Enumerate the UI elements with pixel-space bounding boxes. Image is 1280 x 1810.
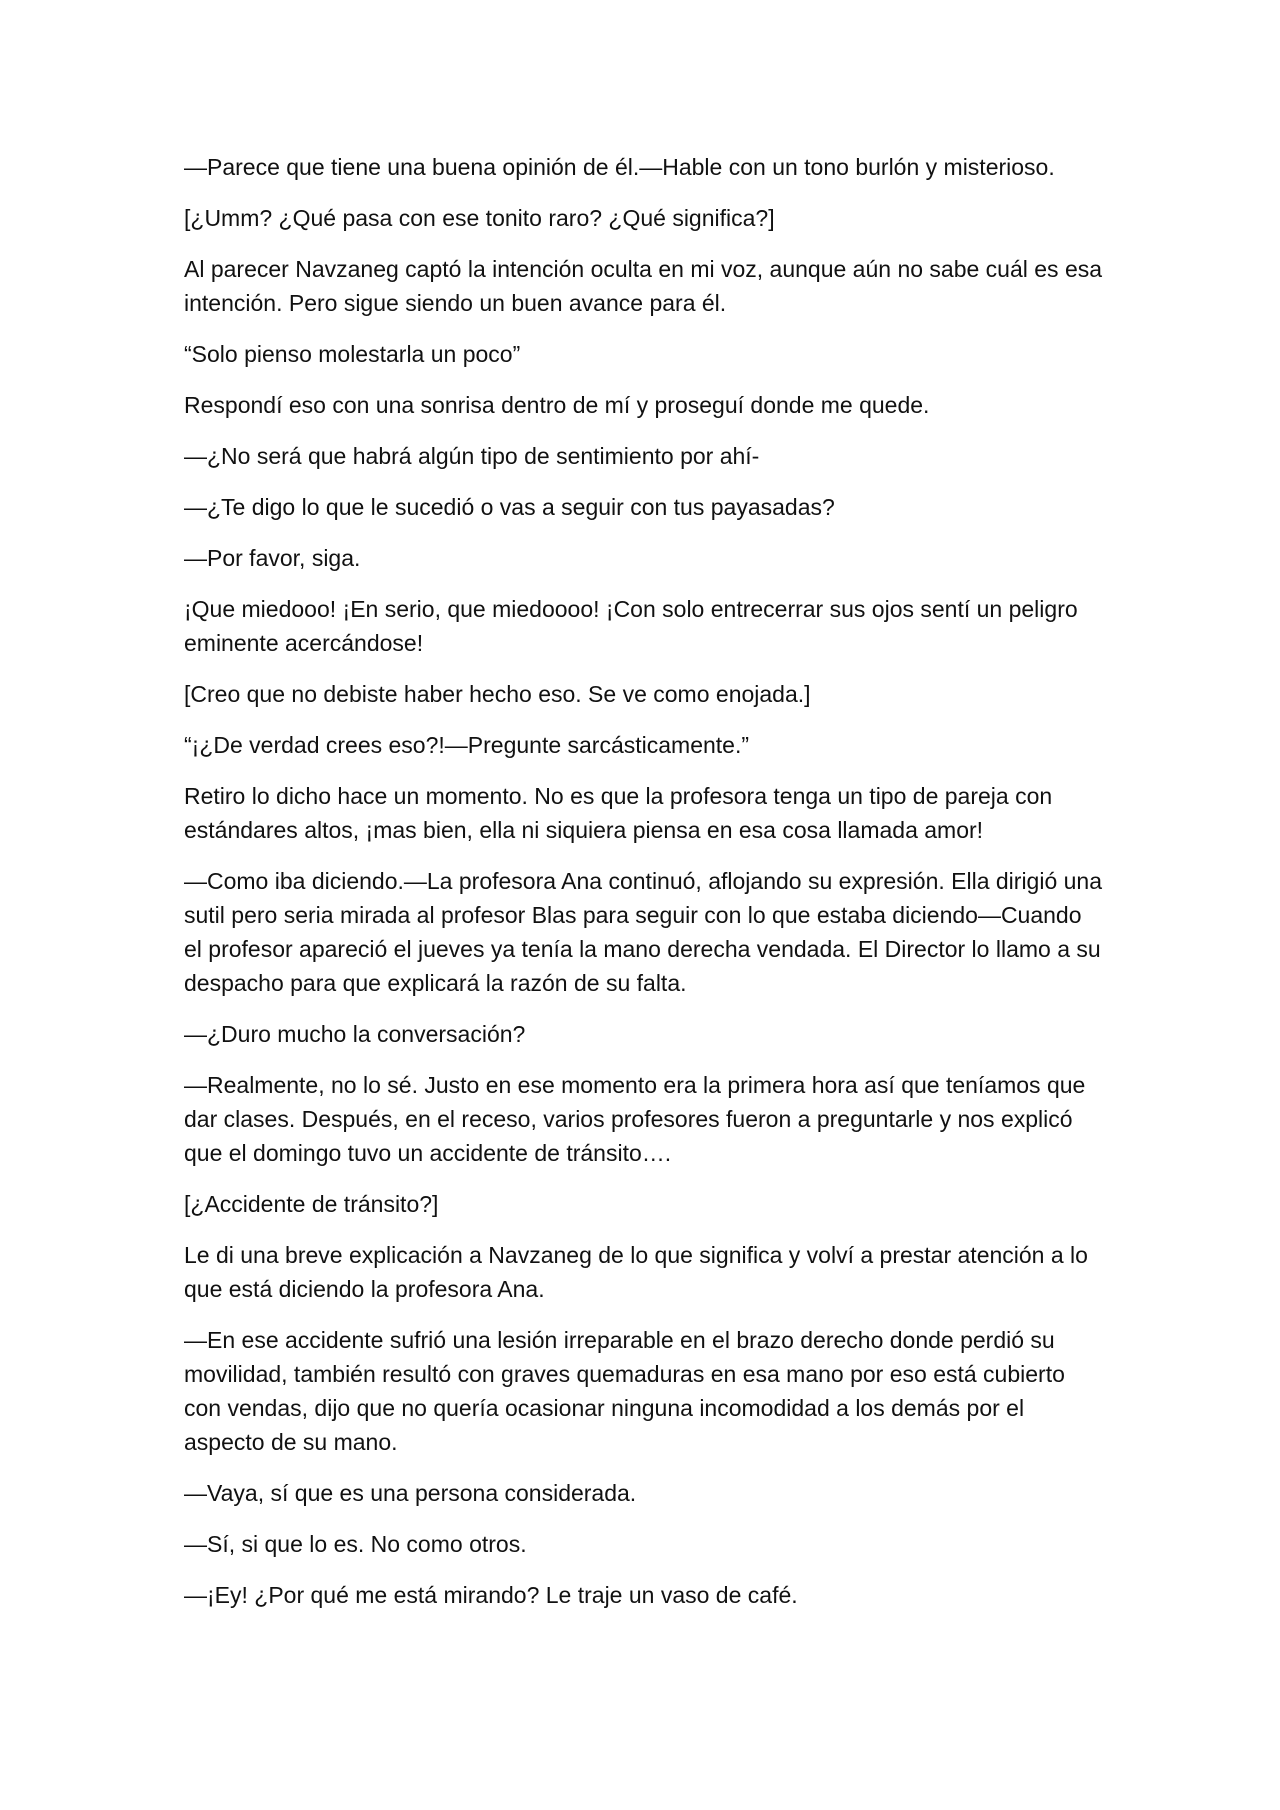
- paragraph: —¿Te digo lo que le sucedió o vas a seguir con tus payasadas?: [184, 494, 835, 520]
- paragraph: [Creo que no debiste haber hecho eso. Se ve como enojada.]: [184, 681, 811, 707]
- paragraph: Le di una breve explicación a Navzaneg de lo que significa y volví a prestar atención a lo que está diciendo la profesora Ana.: [184, 1242, 1088, 1302]
- paragraph: —Como iba diciendo.—La profesora Ana continuó, aflojando su expresión. Ella dirigió una sutil pero seria mirada al profesor Blas para seguir con lo que estaba diciendo—Cuando el profesor apareció el jueves ya tenía la mano derecha vendada. El Director lo llamo a su despacho para que explicará la razón de su falta.: [184, 868, 1103, 996]
- paragraph: Al parecer Navzaneg captó la intención oculta en mi voz, aunque aún no sabe cuál es esa intención. Pero sigue siendo un buen avance para él.: [184, 256, 1103, 316]
- paragraph: [¿Accidente de tránsito?]: [184, 1191, 439, 1217]
- paragraph: Respondí eso con una sonrisa dentro de mí y proseguí donde me quede.: [184, 392, 930, 418]
- paragraph: —Realmente, no lo sé. Justo en ese momento era la primera hora así que teníamos que dar clases. Después, en el receso, varios profesores fueron a preguntarle y nos explicó que el domingo tuvo un accidente de tránsito….: [184, 1072, 1086, 1166]
- paragraph: —Parece que tiene una buena opinión de él.—Hable con un tono burlón y misterioso.: [184, 154, 1055, 180]
- paragraph: —En ese accidente sufrió una lesión irreparable en el brazo derecho donde perdió su movilidad, también resultó con graves quemaduras en esa mano por eso está cubierto con vendas, dijo que no quería ocasionar ninguna incomodidad a los demás por el aspecto de su mano.: [184, 1327, 1065, 1455]
- paragraph: —¡Ey! ¿Por qué me está mirando? Le traje un vaso de café.: [184, 1582, 798, 1608]
- paragraph: “Solo pienso molestarla un poco”: [184, 341, 521, 367]
- paragraph: [¿Umm? ¿Qué pasa con ese tonito raro? ¿Qué significa?]: [184, 205, 775, 231]
- paragraph: “¡¿De verdad crees eso?!—Pregunte sarcásticamente.”: [184, 732, 750, 758]
- paragraph: —¿Duro mucho la conversación?: [184, 1021, 526, 1047]
- paragraph: Retiro lo dicho hace un momento. No es que la profesora tenga un tipo de pareja con estándares altos, ¡mas bien, ella ni siquiera piensa en esa cosa llamada amor!: [184, 783, 1053, 843]
- paragraph: —¿No será que habrá algún tipo de sentimiento por ahí-: [184, 443, 760, 469]
- paragraph: ¡Que miedooo! ¡En serio, que miedoooo! ¡Con solo entrecerrar sus ojos sentí un peligro eminente acercándose!: [184, 596, 1078, 656]
- paragraph: —Vaya, sí que es una persona considerada.: [184, 1480, 637, 1506]
- document-page: [184, 150, 1104, 1629]
- paragraph: —Por favor, siga.: [184, 545, 361, 571]
- paragraph: —Sí, si que lo es. No como otros.: [184, 1531, 527, 1557]
